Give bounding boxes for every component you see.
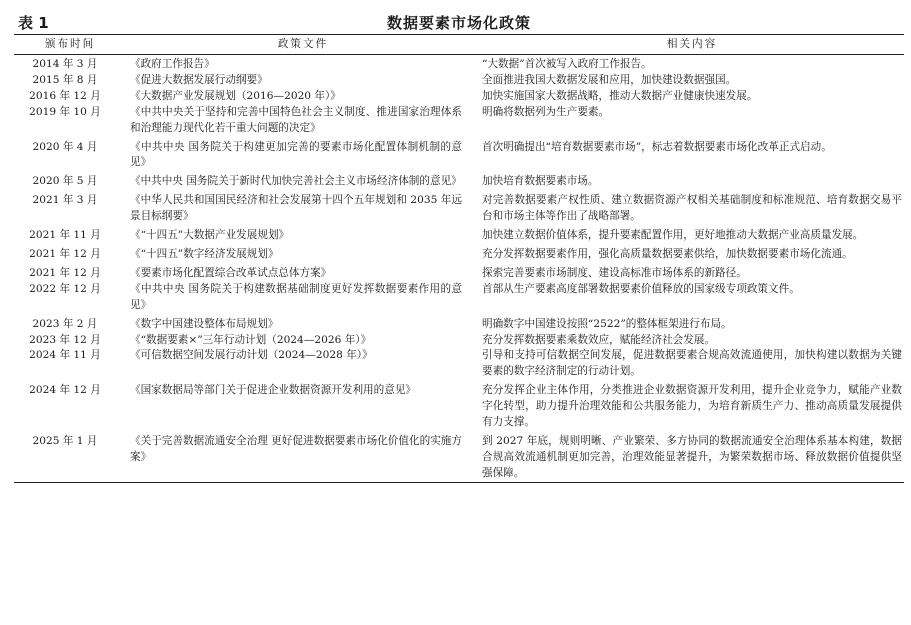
cell-date: 2020 年 4 月: [32, 140, 98, 153]
cell-note: 引导和支持可信数据空间发展，促进数据要素合规高效流通使用，加快构建以数据为关键要素的数字经济制定的行动计划。: [482, 349, 902, 378]
cell-doc: 《可信数据空间发展行动计划（2024—2028 年）》: [130, 349, 373, 362]
cell-doc: 《要素市场化配置综合改革试点总体方案》: [130, 266, 332, 279]
header-doc: 政策文件: [126, 35, 480, 55]
cell-note: 全面推进我国大数据发展和应用，加快建设数据强国。: [482, 73, 737, 86]
cell-doc: 《中共中央 国务院关于构建数据基础制度更好发挥数据要素作用的意见》: [130, 282, 462, 311]
cell-note: 加快建立数据价值体系，提升要素配置作用，更好地推动大数据产业高质量发展。: [482, 229, 864, 242]
cell-doc: 《“十四五”大数据产业发展规划》: [130, 229, 290, 242]
cell-date: 2023 年 12 月: [29, 333, 101, 346]
cell-note: 首次明确提出“培育数据要素市场”，标志着数据要素市场化改革正式启动。: [482, 140, 832, 153]
cell-date: 2023 年 2 月: [32, 317, 98, 330]
cell-note: 充分发挥数据要素作用，强化高质量数据要素供给，加快数据要素市场化流通。: [482, 247, 853, 260]
table-row: [14, 171, 904, 190]
table-row: [14, 105, 904, 137]
cell-note: 充分发挥企业主体作用，分类推进企业数据资源开发利用，提升企业竞争力，赋能产业数字化转型，助力提升治理效能和公共服务能力，为培育新质生产力、推动高质量发展提供有力支撑。: [482, 384, 902, 429]
cell-doc: 《“数据要素×”三年行动计划（2024—2026 年）》: [130, 333, 372, 346]
table-title: 数据要素市场化政策: [386, 14, 531, 32]
cell-date: 2019 年 10 月: [29, 105, 101, 118]
cell-note: 明确将数据列为生产要素。: [482, 105, 610, 118]
table-row: [14, 73, 904, 89]
table-row: [14, 225, 904, 244]
cell-date: 2021 年 11 月: [29, 229, 101, 242]
cell-doc: 《中共中央 国务院关于新时代加快完善社会主义市场经济体制的意见》: [130, 175, 462, 188]
table-row: [14, 55, 904, 73]
cell-note: 明确数字中国建设按照“2522”的整体框架进行布局。: [482, 317, 732, 330]
cell-note: 对完善数据要素产权性质、建立数据资源产权相关基础制度和标准规范、培育数据交易平台和市场主体等作出了战略部署。: [482, 194, 902, 223]
cell-doc: 《促进大数据发展行动纲要》: [130, 73, 268, 86]
cell-doc: 《大数据产业发展规划（2016—2020 年）》: [130, 89, 341, 102]
cell-note: 探索完善要素市场制度、建设高标准市场体系的新路径。: [482, 266, 747, 279]
cell-date: 2024 年 12 月: [29, 384, 101, 397]
cell-date: 2022 年 12 月: [29, 282, 101, 295]
cell-date: 2016 年 12 月: [29, 89, 101, 102]
cell-date: 2021 年 3 月: [32, 194, 98, 207]
cell-doc: 《政府工作报告》: [130, 58, 215, 70]
header-note: 相关内容: [480, 35, 904, 55]
table-row: [14, 244, 904, 263]
header-date: 颁布时间: [14, 35, 126, 55]
cell-doc: 《中共中央 国务院关于构建更加完善的要素市场化配置体制机制的意见》: [130, 140, 462, 169]
cell-date: 2020 年 5 月: [32, 175, 98, 188]
cell-note: 充分发挥数据要素乘数效应，赋能经济社会发展。: [482, 333, 716, 346]
table-row: [14, 314, 904, 333]
cell-doc: 《数字中国建设整体布局规划》: [130, 317, 279, 330]
cell-note: 到 2027 年底，规则明晰、产业繁荣、多方协同的数据流通安全治理体系基本构建，数据合规高效流通机制更加完善，治理效能显著提升，为繁荣数据市场、释放数据价值提供坚强保障。: [480, 431, 904, 482]
table-row: [14, 333, 904, 349]
table-row: [14, 89, 904, 105]
table-row: [14, 190, 904, 225]
table-row: [14, 348, 904, 380]
table-row: [14, 137, 904, 172]
table-container: [14, 10, 904, 483]
cell-date: 2025 年 1 月: [14, 431, 126, 482]
cell-note: 加快培育数据要素市场。: [482, 175, 599, 188]
cell-doc: 《“十四五”数字经济发展规划》: [130, 247, 279, 260]
cell-date: 2015 年 8 月: [32, 73, 98, 86]
table-row: [14, 263, 904, 282]
cell-doc: 《中华人民共和国国民经济和社会发展第十四个五年规划和 2035 年远景目标纲要》: [130, 194, 462, 223]
table-row: [14, 431, 904, 482]
cell-date: 2021 年 12 月: [29, 247, 101, 260]
cell-note: 加快实施国家大数据战略，推动大数据产业健康快速发展。: [482, 89, 758, 102]
table-row: [14, 282, 904, 314]
cell-date: 2024 年 11 月: [29, 349, 101, 362]
cell-doc: 《关于完善数据流通安全治理 更好促进数据要素市场化价值化的实施方案》: [126, 431, 480, 482]
policy-table: [14, 34, 904, 483]
cell-date: 2021 年 12 月: [29, 266, 101, 279]
table-caption: [14, 10, 904, 34]
table-row: [14, 380, 904, 431]
cell-doc: 《国家数据局等部门关于促进企业数据资源开发利用的意见》: [130, 384, 417, 397]
cell-doc: 《中共中央关于坚持和完善中国特色社会主义制度、推进国家治理体系和治理能力现代化若干重大问题的决定》: [130, 105, 462, 134]
header-row: [14, 35, 904, 55]
cell-note: 首部从生产要素高度部署数据要素价值释放的国家级专项政策文件。: [482, 282, 800, 295]
cell-note: “大数据”首次被写入政府工作报告。: [482, 58, 652, 70]
cell-date: 2014 年 3 月: [32, 58, 98, 70]
table-number: 表 1: [18, 14, 49, 32]
